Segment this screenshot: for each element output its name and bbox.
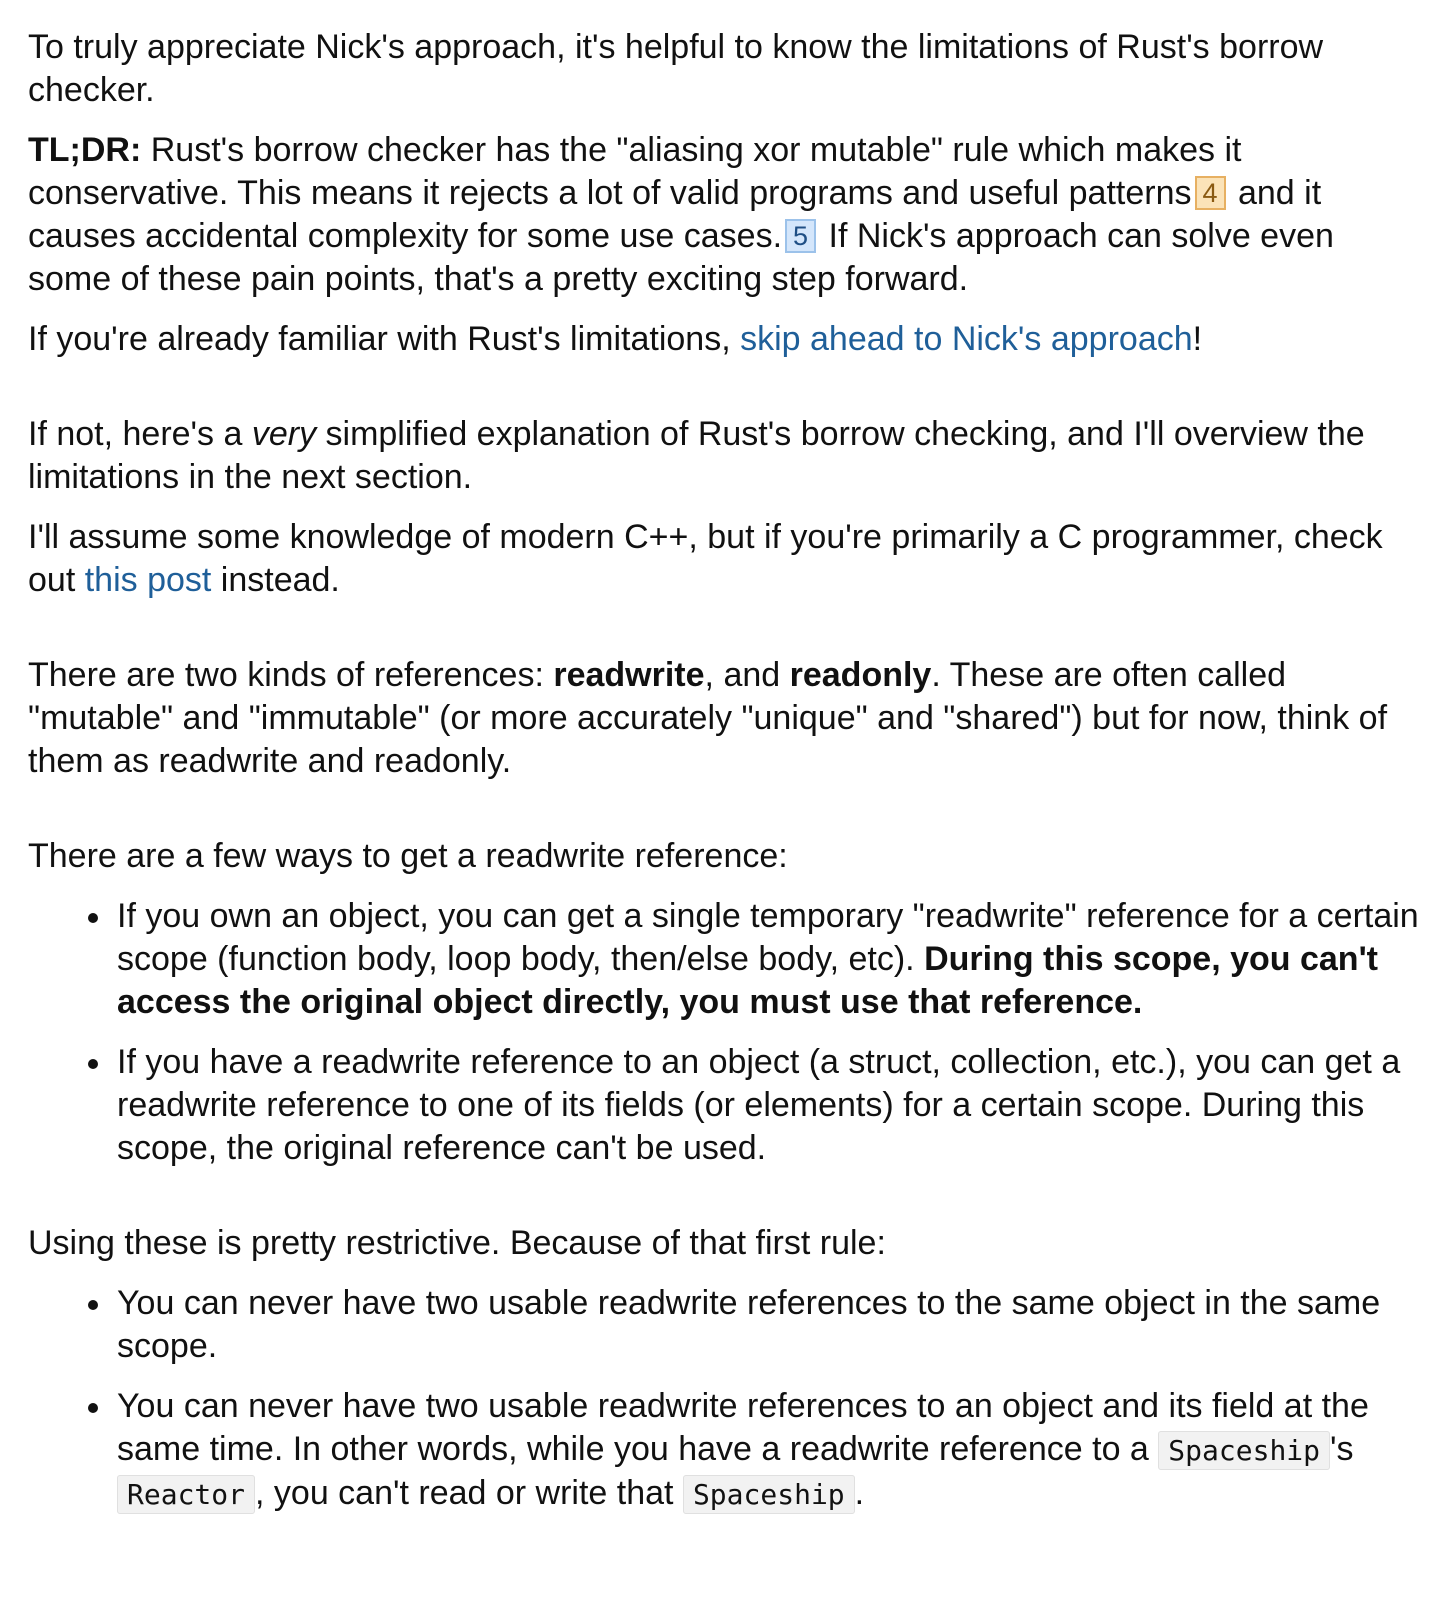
list-item: [117, 1041, 1426, 1170]
kinds-prefix: There are two kinds of references:: [28, 656, 554, 694]
skip-suffix: !: [1192, 320, 1203, 358]
tldr-paragraph: [28, 129, 1426, 301]
restrict-heading-text: Using these is pretty restrictive. Because of that first rule:: [28, 1224, 886, 1262]
ways-heading: [28, 835, 1426, 878]
list-item: [117, 1385, 1426, 1516]
restrict-item-2-text: You can never have two usable readwrite references to an object and its field at the same time. In other words, while you have a readwrite reference to a: [117, 1387, 1369, 1468]
ways-item-2-text: If you have a readwrite reference to an object (a struct, collection, etc.), you can get a readwrite reference to one of its fields (or elements) for a certain scope. During this scope, the original reference can't be used.: [117, 1043, 1401, 1167]
list-item: [117, 895, 1426, 1024]
list-item: [117, 1282, 1426, 1368]
intro-text: To truly appreciate Nick's approach, it's helpful to know the limitations of Rust's borrow checker.: [28, 28, 1324, 109]
kinds-paragraph: [28, 654, 1426, 783]
restrict-item-1-text: You can never have two usable readwrite references to the same object in the same scope.: [117, 1284, 1381, 1365]
intro-paragraph: [28, 26, 1426, 112]
kinds-mid: , and: [704, 656, 790, 694]
tldr-text-2: and it causes accidental complexity for some use cases.: [28, 174, 1322, 255]
tldr-label: TL;DR:: [28, 131, 142, 169]
ifnot-suffix: simplified explanation of Rust's borrow checking, and I'll overview the limitations in the next section.: [28, 415, 1365, 496]
ifnot-emphasis: very: [251, 415, 317, 453]
skip-paragraph: [28, 318, 1426, 361]
restrict-item-2-mid-1: 's: [1330, 1430, 1354, 1468]
restrict-item-2-mid-2: , you can't read or write that: [255, 1474, 683, 1512]
ways-item-1-text: If you own an object, you can get a single temporary "readwrite" reference for a certain scope (function body, loop body, then/else body, etc).: [117, 897, 1419, 978]
ifnot-paragraph: [28, 413, 1426, 499]
code-spaceship: Spaceship: [1158, 1431, 1330, 1470]
tldr-text-3: If Nick's approach can solve even some of these pain points, that's a pretty exciting step forward.: [28, 217, 1334, 298]
tldr-text-1: Rust's borrow checker has the "aliasing xor mutable" rule which makes it conservative. This means it rejects a lot of valid programs and useful patterns: [28, 131, 1242, 212]
ways-item-1-bold: During this scope, you can't access the original object directly, you must use that reference.: [117, 940, 1378, 1021]
skip-ahead-link[interactable]: skip ahead to Nick's approach: [740, 320, 1193, 358]
footnote-4-marker[interactable]: 4: [1195, 176, 1226, 210]
readwrite-term: readwrite: [553, 656, 705, 694]
assume-suffix: instead.: [211, 561, 340, 599]
assume-prefix: I'll assume some knowledge of modern C++, but if you're primarily a C programmer, check out: [28, 518, 1383, 599]
skip-prefix: If you're already familiar with Rust's limitations,: [28, 320, 741, 358]
restrict-item-2-end: .: [854, 1474, 865, 1512]
code-spaceship-2: Spaceship: [683, 1475, 855, 1514]
footnote-5-marker[interactable]: 5: [785, 219, 816, 253]
readonly-term: readonly: [789, 656, 932, 694]
kinds-suffix: . These are often called "mutable" and "immutable" (or more accurately "unique" and "shared") but for now, think of them as readwrite and readonly.: [28, 656, 1388, 780]
restrict-list: [28, 1282, 1426, 1516]
code-reactor: Reactor: [117, 1475, 255, 1514]
restrict-heading: [28, 1222, 1426, 1265]
this-post-link[interactable]: this post: [84, 561, 212, 599]
ifnot-prefix: If not, here's a: [28, 415, 252, 453]
assume-paragraph: [28, 516, 1426, 602]
ways-list: [28, 895, 1426, 1170]
ways-heading-text: There are a few ways to get a readwrite reference:: [28, 837, 788, 875]
